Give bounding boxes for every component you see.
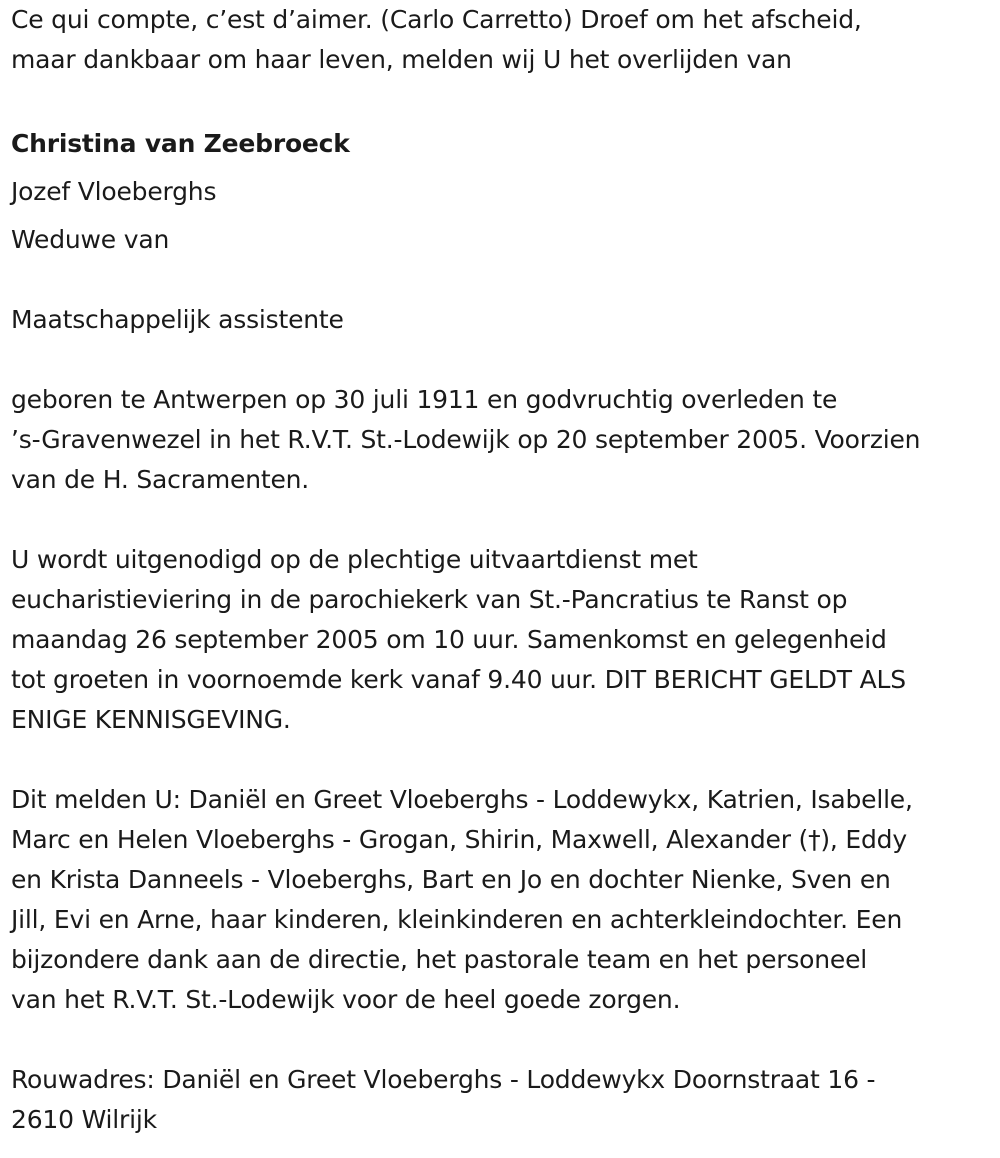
intro-paragraph	[11, 0, 862, 80]
family-line: Jill, Evi en Arne, haar kinderen, kleinkinderen en achterkleindochter. Een	[11, 905, 903, 934]
deceased-name: Christina van Zeebroeck	[11, 129, 350, 158]
intro-line: maar dankbaar om haar leven, melden wij U het overlijden van	[11, 45, 792, 74]
intro-line: Ce qui compte, c’est d’aimer. (Carlo Carretto) Droef om het afscheid,	[11, 5, 862, 34]
family-line: van het R.V.T. St.-Lodewijk voor de heel goede zorgen.	[11, 985, 681, 1014]
relation-block	[11, 220, 169, 260]
funeral-line: ENIGE KENNISGEVING.	[11, 705, 291, 734]
relation-label: Weduwe van	[11, 225, 170, 254]
family-line: bijzondere dank aan de directie, het pastorale team en het personeel	[11, 945, 868, 974]
spouse-block	[11, 172, 216, 212]
deceased-name-block	[11, 124, 350, 164]
funeral-line: eucharistieviering in de parochiekerk van St.-Pancratius te Ranst op	[11, 585, 848, 614]
family-line: Marc en Helen Vloeberghs - Grogan, Shirin, Maxwell, Alexander (†), Eddy	[11, 825, 907, 854]
family-paragraph	[11, 780, 913, 1020]
funeral-line: maandag 26 september 2005 om 10 uur. Samenkomst en gelegenheid	[11, 625, 887, 654]
birth-death-paragraph	[11, 380, 920, 500]
birth-death-line: geboren te Antwerpen op 30 juli 1911 en godvruchtig overleden te	[11, 385, 838, 414]
funeral-line: tot groeten in voornoemde kerk vanaf 9.40 uur. DIT BERICHT GELDT ALS	[11, 665, 906, 694]
occupation: Maatschappelijk assistente	[11, 305, 344, 334]
spouse-name: Jozef Vloeberghs	[11, 177, 217, 206]
funeral-paragraph	[11, 540, 906, 740]
address-paragraph	[11, 1060, 875, 1140]
birth-death-line: van de H. Sacramenten.	[11, 465, 310, 494]
family-line: en Krista Danneels - Vloeberghs, Bart en Jo en dochter Nienke, Sven en	[11, 865, 891, 894]
birth-death-line: ’s-Gravenwezel in het R.V.T. St.-Lodewijk op 20 september 2005. Voorzien	[11, 425, 921, 454]
funeral-line: U wordt uitgenodigd op de plechtige uitvaartdienst met	[11, 545, 698, 574]
occupation-block	[11, 300, 344, 340]
address-line: Rouwadres: Daniël en Greet Vloeberghs - Loddewykx Doornstraat 16 -	[11, 1065, 876, 1094]
family-line: Dit melden U: Daniël en Greet Vloeberghs - Loddewykx, Katrien, Isabelle,	[11, 785, 913, 814]
address-line: 2610 Wilrijk	[11, 1105, 157, 1134]
